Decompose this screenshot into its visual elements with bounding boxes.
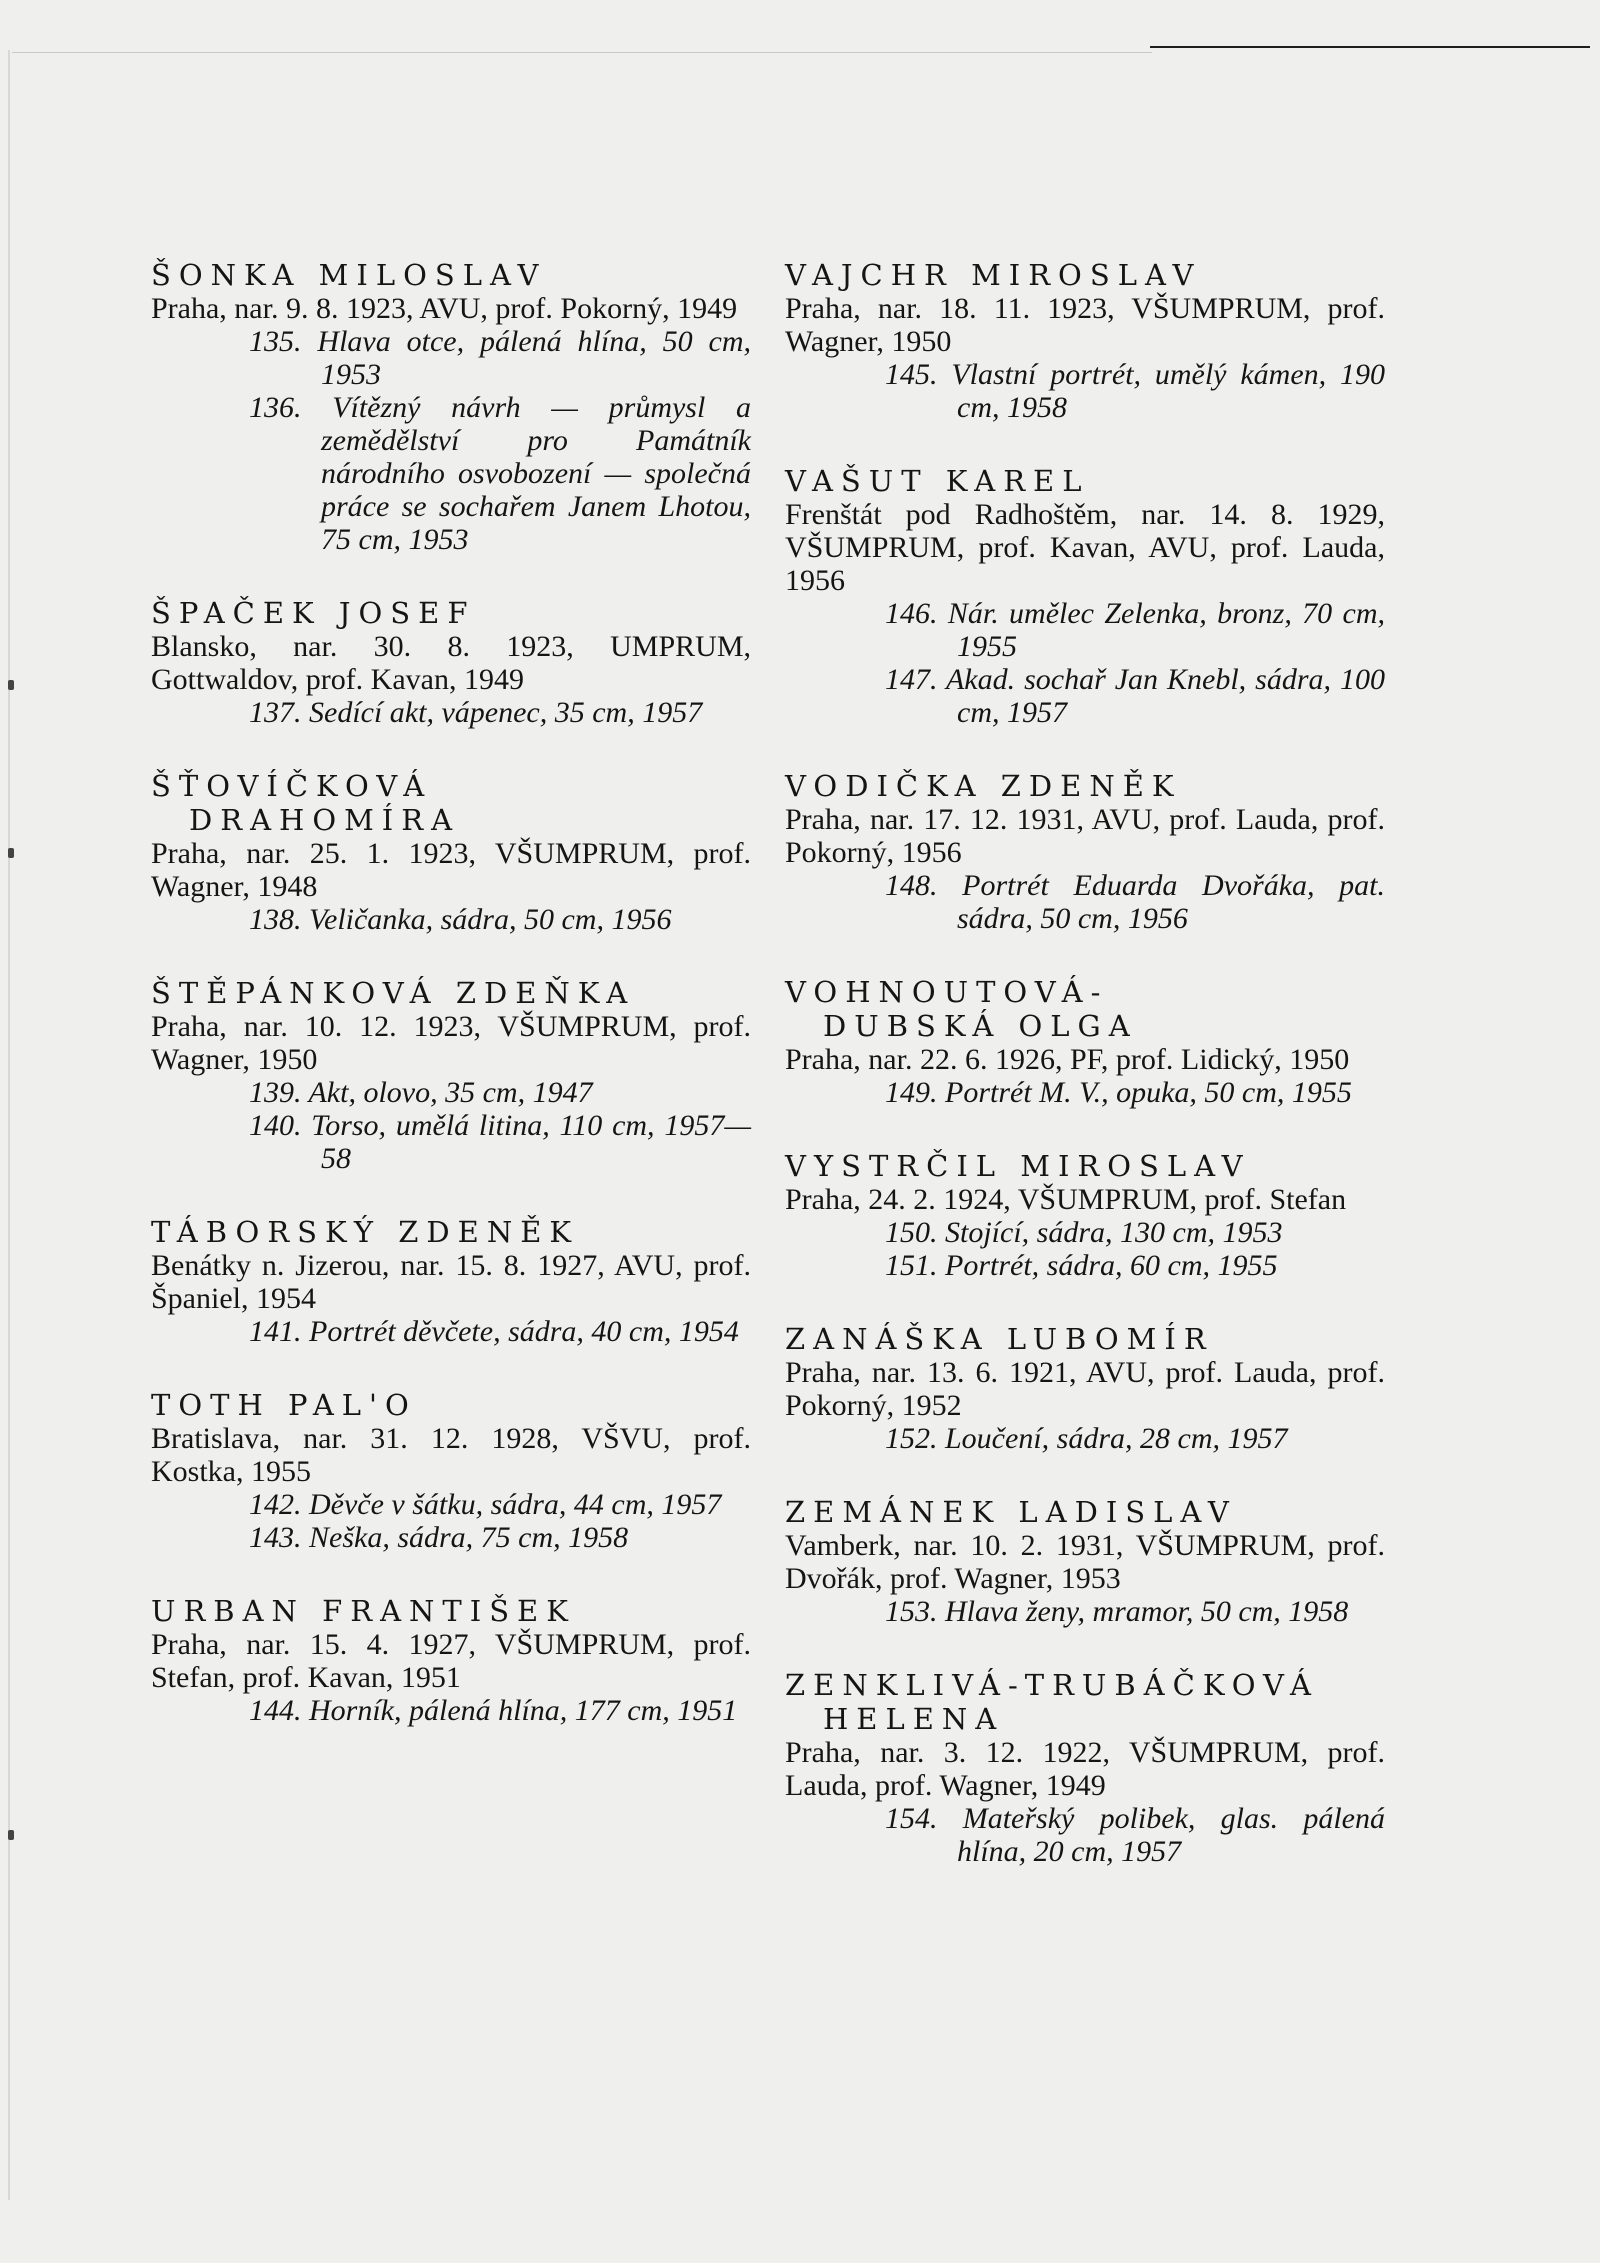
artist-bio: Praha, nar. 3. 12. 1922, VŠUMPRUM, prof. Lauda, prof. Wagner, 1949 bbox=[785, 1736, 1385, 1802]
artist-name bbox=[151, 976, 751, 1010]
work-number: 151. bbox=[885, 1249, 938, 1282]
work-description: Portrét, sádra, 60 cm, 1955 bbox=[945, 1249, 1278, 1282]
artist-name-line1: ŠONKA MILOSLAV bbox=[151, 258, 547, 292]
artist-entry bbox=[151, 1215, 751, 1348]
margin-mark bbox=[8, 1830, 14, 1840]
artist-bio: Benátky n. Jizerou, nar. 15. 8. 1927, AVU, prof. Španiel, 1954 bbox=[151, 1249, 751, 1315]
work-number: 135. bbox=[249, 325, 302, 358]
work-description: Akad. sochař Jan Knebl, sádra, 100 cm, 1957 bbox=[945, 663, 1385, 729]
artist-entry bbox=[151, 976, 751, 1175]
work-description: Stojící, sádra, 130 cm, 1953 bbox=[945, 1216, 1283, 1249]
artist-entry bbox=[785, 1322, 1385, 1455]
works-list bbox=[151, 1315, 751, 1348]
artist-bio: Praha, nar. 17. 12. 1931, AVU, prof. Lauda, prof. Pokorný, 1956 bbox=[785, 803, 1385, 869]
work-item bbox=[785, 663, 1385, 729]
artist-name bbox=[785, 1322, 1385, 1356]
artist-name bbox=[785, 1668, 1385, 1736]
work-number: 141. bbox=[249, 1315, 302, 1348]
work-item bbox=[151, 1076, 751, 1109]
work-item bbox=[151, 1315, 751, 1348]
work-description: Sedící akt, vápenec, 35 cm, 1957 bbox=[309, 696, 703, 729]
artist-name bbox=[785, 1495, 1385, 1529]
artist-bio: Praha, nar. 10. 12. 1923, VŠUMPRUM, prof. Wagner, 1950 bbox=[151, 1010, 751, 1076]
work-number: 153. bbox=[885, 1595, 938, 1628]
work-number: 150. bbox=[885, 1216, 938, 1249]
work-description: Nár. umělec Zelenka, bronz, 70 cm, 1955 bbox=[947, 597, 1385, 663]
artist-entry bbox=[151, 1594, 751, 1727]
work-item bbox=[785, 1216, 1385, 1249]
page-left-edge bbox=[8, 50, 10, 2200]
page-top-rule bbox=[1150, 46, 1590, 48]
artist-name bbox=[151, 1594, 751, 1628]
artist-name-line2: DUBSKÁ OLGA bbox=[823, 1009, 1138, 1043]
artist-entry bbox=[785, 769, 1385, 935]
artist-name bbox=[151, 258, 751, 292]
work-description: Vítězný návrh — průmysl a zemědělství pro Památník národního osvobození — společná práce se sochařem Janem Lhotou, 75 cm, 1953 bbox=[321, 391, 752, 556]
artist-name bbox=[785, 975, 1385, 1043]
work-description: Veličanka, sádra, 50 cm, 1956 bbox=[309, 903, 672, 936]
work-description: Mateřský polibek, glas. pálená hlína, 20 cm, 1957 bbox=[957, 1802, 1385, 1868]
work-description: Portrét děvčete, sádra, 40 cm, 1954 bbox=[309, 1315, 739, 1348]
artist-bio: Bratislava, nar. 31. 12. 1928, VŠVU, prof. Kostka, 1955 bbox=[151, 1422, 751, 1488]
work-number: 152. bbox=[885, 1422, 938, 1455]
work-item bbox=[785, 1422, 1385, 1455]
page-top-rule-faint bbox=[12, 52, 1152, 53]
work-number: 139. bbox=[249, 1076, 302, 1109]
work-item bbox=[785, 1595, 1385, 1628]
work-number: 138. bbox=[249, 903, 302, 936]
artist-bio: Praha, nar. 22. 6. 1926, PF, prof. Lidický, 1950 bbox=[785, 1043, 1350, 1076]
artist-bio: Frenštát pod Radhoštěm, nar. 14. 8. 1929, VŠUMPRUM, prof. Kavan, AVU, prof. Lauda, 1956 bbox=[785, 498, 1385, 597]
artist-name bbox=[151, 596, 751, 630]
works-list bbox=[785, 1595, 1385, 1628]
artist-entry bbox=[785, 975, 1385, 1109]
artist-name-line1: ŠPAČEK JOSEF bbox=[151, 596, 476, 630]
works-list bbox=[151, 696, 751, 729]
work-item bbox=[785, 1249, 1385, 1282]
works-list bbox=[151, 1488, 751, 1554]
works-list bbox=[785, 1216, 1385, 1282]
work-number: 146. bbox=[885, 597, 938, 630]
work-description: Děvče v šátku, sádra, 44 cm, 1957 bbox=[309, 1488, 722, 1521]
artist-name bbox=[151, 769, 751, 837]
work-number: 142. bbox=[249, 1488, 302, 1521]
work-number: 149. bbox=[885, 1076, 938, 1109]
work-item bbox=[785, 597, 1385, 663]
work-number: 145. bbox=[885, 358, 938, 391]
artist-name-line1: VAJCHR MIROSLAV bbox=[785, 258, 1202, 292]
works-list bbox=[785, 1802, 1385, 1868]
artist-name-line1: TOTH PAL'O bbox=[151, 1388, 417, 1422]
artist-name bbox=[785, 1149, 1385, 1183]
work-description: Hlava ženy, mramor, 50 cm, 1958 bbox=[945, 1595, 1349, 1628]
artist-name-line1: ZANÁŠKA LUBOMÍR bbox=[785, 1322, 1214, 1356]
work-item bbox=[151, 391, 751, 556]
artist-entry bbox=[785, 1495, 1385, 1628]
artist-bio: Praha, nar. 9. 8. 1923, AVU, prof. Pokorný, 1949 bbox=[151, 292, 738, 325]
work-item bbox=[151, 903, 751, 936]
work-number: 137. bbox=[249, 696, 302, 729]
work-item bbox=[151, 1488, 751, 1521]
artist-entry bbox=[785, 1668, 1385, 1868]
artist-bio: Blansko, nar. 30. 8. 1923, UMPRUM, Gottwaldov, prof. Kavan, 1949 bbox=[151, 630, 751, 696]
work-number: 136. bbox=[249, 391, 302, 424]
work-description: Vlastní portrét, umělý kámen, 190 cm, 1958 bbox=[951, 358, 1385, 424]
work-item bbox=[785, 869, 1385, 935]
artist-name bbox=[785, 258, 1385, 292]
work-item bbox=[151, 1694, 751, 1727]
right-column bbox=[785, 258, 1385, 1908]
works-list bbox=[785, 869, 1385, 935]
artist-bio: Praha, nar. 13. 6. 1921, AVU, prof. Lauda, prof. Pokorný, 1952 bbox=[785, 1356, 1385, 1422]
work-item bbox=[151, 1109, 751, 1175]
artist-bio: Praha, nar. 25. 1. 1923, VŠUMPRUM, prof. Wagner, 1948 bbox=[151, 837, 751, 903]
artist-name bbox=[785, 769, 1385, 803]
artist-entry bbox=[785, 464, 1385, 729]
artist-name bbox=[785, 464, 1385, 498]
artist-name-line1: ZENKLIVÁ-TRUBÁČKOVÁ bbox=[785, 1668, 1319, 1702]
work-number: 154. bbox=[885, 1802, 938, 1835]
work-description: Akt, olovo, 35 cm, 1947 bbox=[308, 1076, 593, 1109]
artist-name-line1: VYSTRČIL MIROSLAV bbox=[785, 1149, 1251, 1183]
work-description: Hlava otce, pálená hlína, 50 cm, 1953 bbox=[317, 325, 751, 391]
work-item bbox=[151, 1521, 751, 1554]
work-item bbox=[151, 325, 751, 391]
artist-bio: Praha, nar. 15. 4. 1927, VŠUMPRUM, prof. Stefan, prof. Kavan, 1951 bbox=[151, 1628, 751, 1694]
works-list bbox=[151, 1694, 751, 1727]
artist-entry bbox=[151, 769, 751, 936]
artist-entry bbox=[785, 258, 1385, 424]
artist-name-line2: HELENA bbox=[823, 1702, 1005, 1736]
artist-entry bbox=[151, 596, 751, 729]
work-number: 144. bbox=[249, 1694, 302, 1727]
works-list bbox=[151, 903, 751, 936]
artist-entry bbox=[785, 1149, 1385, 1282]
margin-mark bbox=[8, 848, 14, 858]
artist-name-line1: ŠTĚPÁNKOVÁ ZDEŇKA bbox=[151, 976, 636, 1010]
artist-name-line1: URBAN FRANTIŠEK bbox=[151, 1594, 576, 1628]
artist-name bbox=[151, 1388, 751, 1422]
work-item bbox=[151, 696, 751, 729]
work-description: Portrét Eduarda Dvořáka, pat. sádra, 50 cm, 1956 bbox=[957, 869, 1386, 935]
artist-name-line2: DRAHOMÍRA bbox=[189, 803, 461, 837]
artist-name-line1: VOHNOUTOVÁ- bbox=[785, 975, 1109, 1009]
work-number: 140. bbox=[249, 1109, 302, 1142]
work-description: Portrét M. V., opuka, 50 cm, 1955 bbox=[945, 1076, 1352, 1109]
artist-entry bbox=[151, 1388, 751, 1554]
works-list bbox=[151, 1076, 751, 1175]
left-column bbox=[151, 258, 751, 1767]
work-number: 148. bbox=[885, 869, 938, 902]
works-list bbox=[785, 358, 1385, 424]
artist-name bbox=[151, 1215, 751, 1249]
work-number: 147. bbox=[885, 663, 938, 696]
work-description: Horník, pálená hlína, 177 cm, 1951 bbox=[309, 1694, 738, 1727]
artist-name-line1: VAŠUT KAREL bbox=[785, 464, 1090, 498]
margin-mark bbox=[8, 680, 14, 690]
work-description: Neška, sádra, 75 cm, 1958 bbox=[309, 1521, 629, 1554]
artist-entry bbox=[151, 258, 751, 556]
work-description: Loučení, sádra, 28 cm, 1957 bbox=[945, 1422, 1288, 1455]
work-item bbox=[785, 1076, 1385, 1109]
artist-name-line1: TÁBORSKÝ ZDENĚK bbox=[151, 1215, 580, 1249]
artist-bio: Vamberk, nar. 10. 2. 1931, VŠUMPRUM, prof. Dvořák, prof. Wagner, 1953 bbox=[785, 1529, 1385, 1595]
artist-bio: Praha, 24. 2. 1924, VŠUMPRUM, prof. Stefan bbox=[785, 1183, 1347, 1216]
works-list bbox=[785, 1076, 1385, 1109]
artist-name-line1: VODIČKA ZDENĚK bbox=[785, 769, 1182, 803]
artist-name-line1: ŠŤOVÍČKOVÁ bbox=[151, 769, 433, 803]
work-description: Torso, umělá litina, 110 cm, 1957—58 bbox=[311, 1109, 751, 1175]
works-list bbox=[785, 597, 1385, 729]
works-list bbox=[151, 325, 751, 556]
work-number: 143. bbox=[249, 1521, 302, 1554]
artist-name-line1: ZEMÁNEK LADISLAV bbox=[785, 1495, 1237, 1529]
work-item bbox=[785, 358, 1385, 424]
work-item bbox=[785, 1802, 1385, 1868]
artist-bio: Praha, nar. 18. 11. 1923, VŠUMPRUM, prof. Wagner, 1950 bbox=[785, 292, 1385, 358]
works-list bbox=[785, 1422, 1385, 1455]
